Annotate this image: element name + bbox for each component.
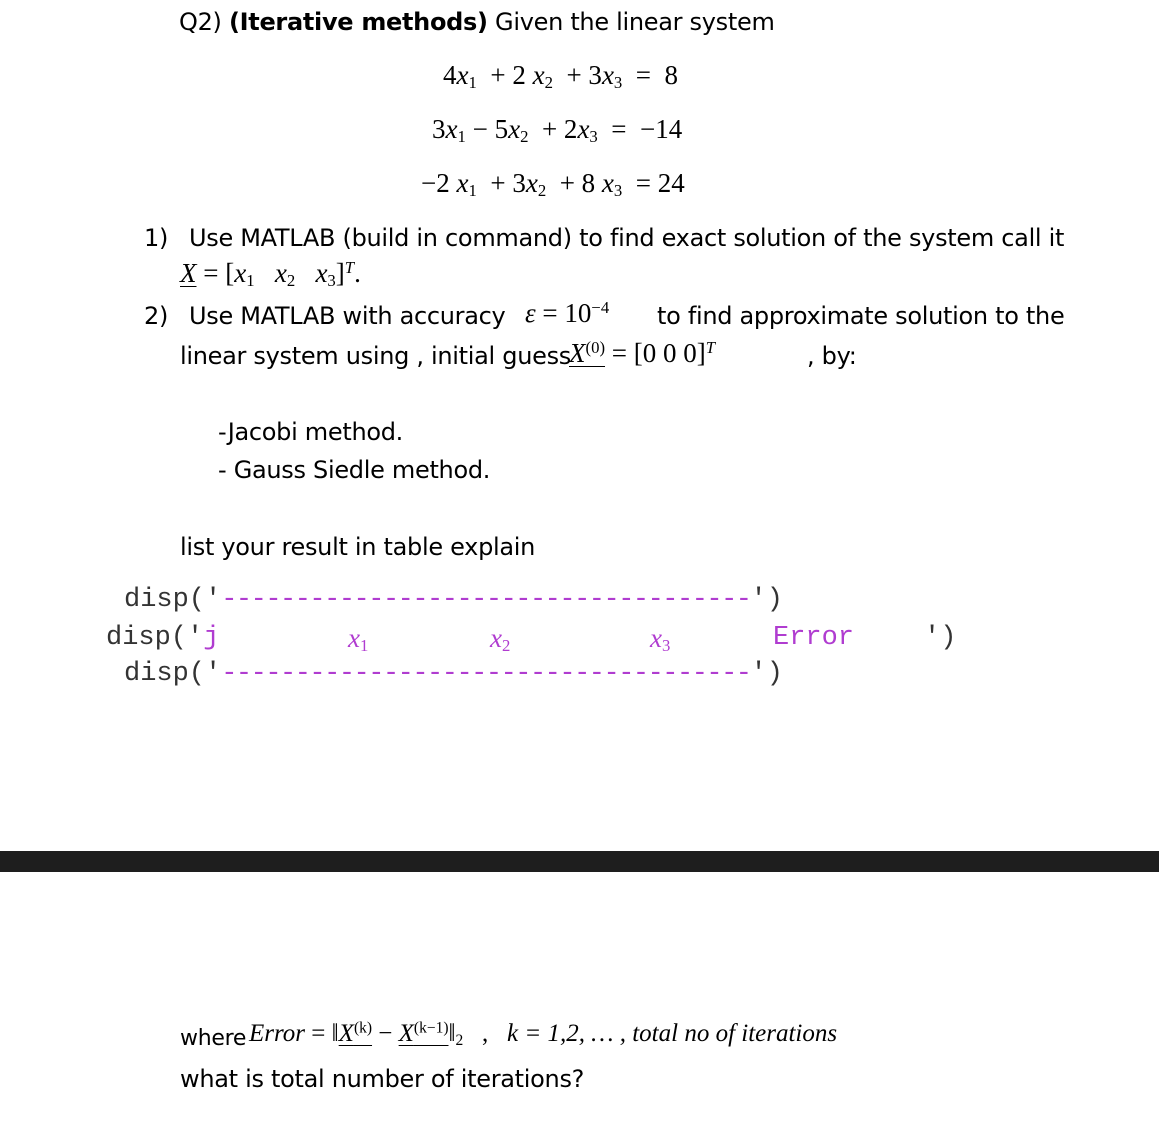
equation-2: $3x_1 - 5x_2 + 2x_3 = -14$ bbox=[432, 114, 683, 147]
code-line-2: disp('j $x_1$ $x_2$ $x_3$ Error ') bbox=[106, 623, 957, 656]
question-number: Q2) bbox=[179, 8, 222, 36]
method-jacobi: -Jacobi method. bbox=[218, 418, 404, 446]
equation-3: −2 $x_1 + 3x_2 + 8$ $x_3 = 24$ bbox=[421, 168, 685, 201]
error-formula: Error = $‖X^{(k)}$ − $X^{(k-1)}‖_2$ , k = 1,2, … , total no of iterations bbox=[249, 1019, 838, 1049]
item-2-line-2: linear system using , initial guess bbox=[180, 342, 571, 370]
item-2-tail: , by: bbox=[807, 342, 857, 370]
code-line-1: disp('------------------------------------') bbox=[124, 585, 783, 615]
item-2-accuracy: $\varepsilon = 10^{-4}$ bbox=[525, 297, 610, 328]
question-intro: Given the linear system bbox=[495, 8, 775, 36]
question-title: (Iterative methods) bbox=[228, 8, 488, 36]
method-gauss-siedle: - Gauss Siedle method. bbox=[218, 456, 491, 484]
equation-1: $4x_1 + 2$ $x_2 + 3x_3 = 8$ bbox=[443, 60, 679, 93]
item-1-text: Use MATLAB (build in command) to find exact solution of the system call it bbox=[189, 224, 1065, 252]
item-2-text-a: Use MATLAB with accuracy bbox=[189, 302, 506, 330]
item-1-number: 1) bbox=[144, 224, 169, 252]
item-2-initial-guess: $X^{(0)} = [0$ 0 0]$^T$ bbox=[569, 337, 716, 368]
item-1-vector: $X = [x_1$ $x_2$ $x_3]^T$. bbox=[180, 257, 361, 291]
item-2-number: 2) bbox=[144, 302, 169, 330]
item-2-text-b: to find approximate solution to the bbox=[657, 302, 1065, 330]
code-line-3: disp('------------------------------------') bbox=[124, 659, 783, 689]
list-result-text: list your result in table explain bbox=[180, 533, 536, 561]
divider-band bbox=[0, 851, 1159, 872]
final-question: what is total number of iterations? bbox=[180, 1065, 585, 1093]
question-header bbox=[179, 8, 775, 36]
error-where: where bbox=[180, 1026, 247, 1051]
